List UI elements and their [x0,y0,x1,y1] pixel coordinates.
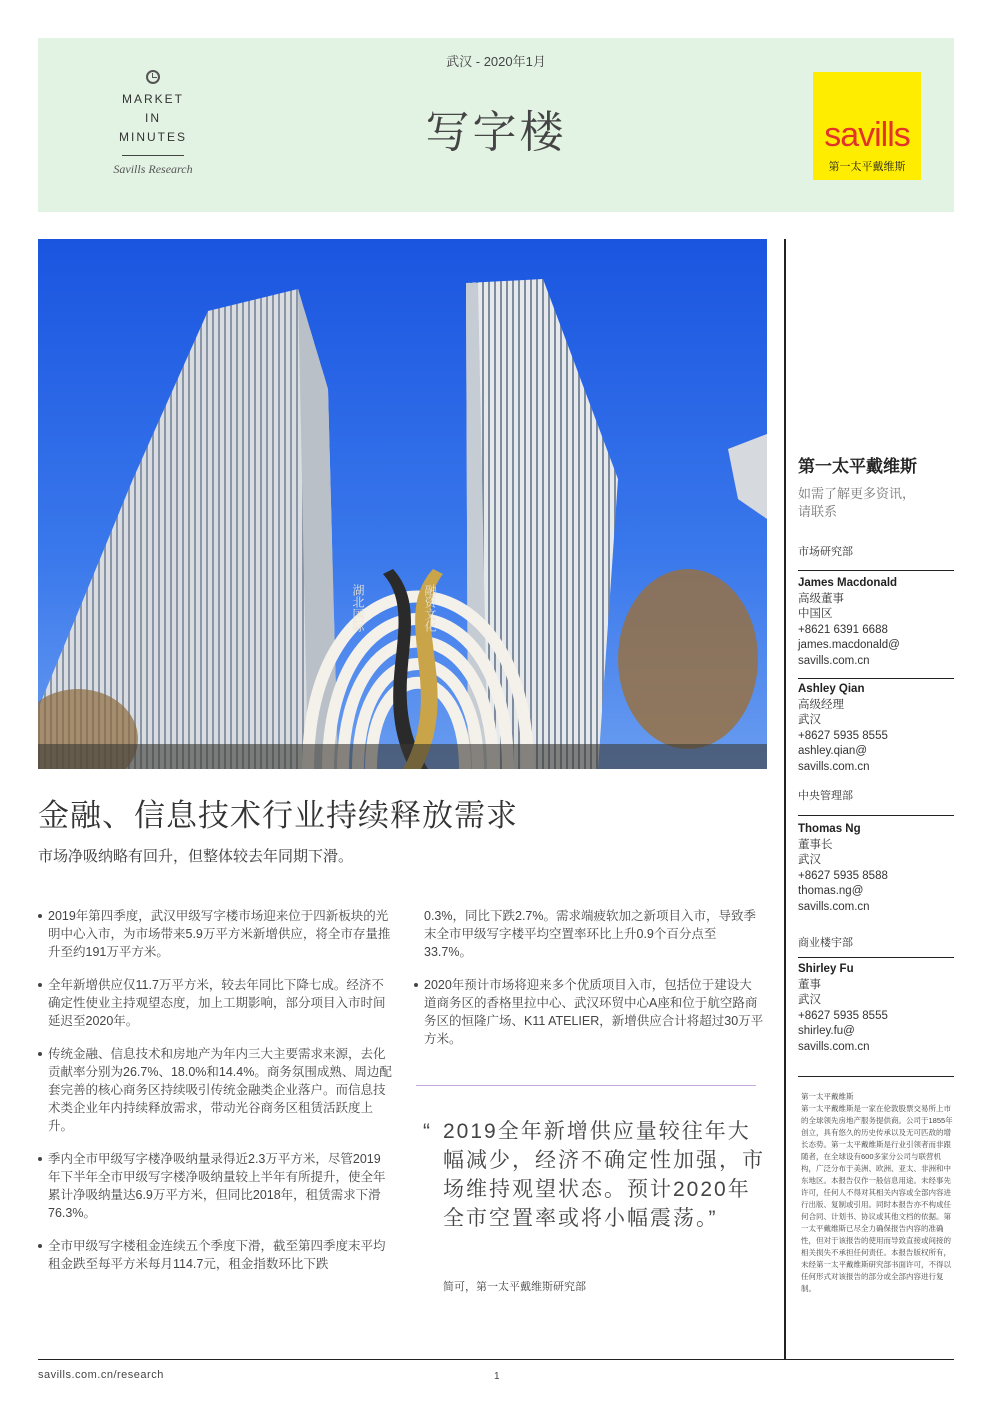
contact-email[interactable]: shirley.fu@ [798,1025,855,1037]
report-title: 写字楼 [425,108,567,157]
bullet-dot-icon [38,1157,42,1161]
bullet-item [38,976,393,1030]
contact-office: 武汉 [798,854,821,866]
contact-line-1: 如需了解更多资讯， [798,486,916,501]
contact-email-domain[interactable]: savills.com.cn [798,760,870,773]
brand-line-in: IN [145,111,161,125]
contact-phone: +8627 5935 8555 [798,729,888,742]
contact-office: 武汉 [798,714,821,726]
brand-subtitle: Savills Research [113,162,193,176]
contact-office: 武汉 [798,994,821,1006]
contact-role: 高级经理 [798,698,844,711]
contact-email[interactable]: ashley.qian@ [798,745,867,757]
disclaimer-title: 第一太平戴维斯 [801,1092,854,1101]
contact-name: James Macdonald [798,577,898,589]
contact-email-domain[interactable]: savills.com.cn [798,654,870,667]
bullet-item [38,1150,393,1222]
sidebar-rule [798,815,954,816]
body-column-2 [414,907,764,1063]
contact-name: Thomas Ng [798,823,861,835]
report-date: 武汉 - 2020年1月 [446,54,546,69]
sidebar-rule [798,1076,954,1077]
bullet-text: 传统金融、信息技术和房地产为年内三大主要需求来源，去化贡献率分别为26.7%、18.0%和14.4%。商务氛围成熟、周边配套完善的核心商务区持续吸引传统金融类企业落户。而信息技术类企业年内持续释放需求，带动光谷商务区租赁活跃度上升。 [48,1047,392,1133]
clock-icon [146,70,160,84]
brand-line-market: MARKET [121,92,184,106]
bullet-continuation: 0.3%，同比下跌2.7%。需求端疲软加之新项目入市，导致季末全市甲级写字楼平均空置率环比上升0.9个百分点至33.7%。 [424,909,756,959]
sidebar-title: 第一太平戴维斯 [798,457,917,476]
contact-phone: +8627 5935 8588 [798,869,888,882]
contact-email-domain[interactable]: savills.com.cn [798,900,870,913]
contact-card [798,576,954,669]
bullet-dot-icon [38,914,42,918]
bullet-text: 2019年第四季度，武汉甲级写字楼市场迎来位于四新板块的光明中心入市，为市场带来5.9万平方米新增供应，将全市存量推升至约191万平方米。 [48,909,391,959]
sidebar-rule [798,570,954,571]
contact-phone: +8627 5935 8555 [798,1009,888,1022]
bullet-text: 全市甲级写字楼租金连续五个季度下滑，截至第四季度末平均租金跌至每平方米每月114.7元，租金指数环比下跌 [48,1239,386,1271]
sidebar-rule [798,678,954,679]
contact-role: 高级董事 [798,592,844,605]
contact-name: Ashley Qian [798,683,865,695]
savills-logo [813,72,921,180]
sign-left-text: 湖北国际 [351,584,365,632]
bullet-item [38,1045,393,1135]
bullet-dot-icon [414,983,418,987]
quote-open-mark: “ [423,1120,432,1143]
quote-divider [416,1085,756,1086]
contact-email[interactable]: thomas.ng@ [798,885,864,897]
brand-line-minutes: MINUTES [119,130,187,144]
contact-office: 中国区 [798,608,833,620]
pull-quote [425,1117,765,1233]
contact-card [798,822,954,915]
bullet-text: 全年新增供应仅11.7万平方米，较去年同比下降七成。经济不确定性使业主持观望态度，加上工期影响，部分项目入市时间延迟至2020年。 [48,978,386,1028]
dept-central-management: 中央管理部 [798,790,853,802]
bullet-dot-icon [38,1244,42,1248]
contact-email-domain[interactable]: savills.com.cn [798,1040,870,1053]
contact-role: 董事长 [798,838,833,851]
footer-rule [38,1359,954,1360]
bullet-text: 季内全市甲级写字楼净吸纳量录得近2.3万平方米，尽管2019年下半年全市甲级写字楼净吸纳量较上半年有所提升，使全年累计净吸纳量达6.9万平方米，但同比2018年，租赁需求下滑76.3%。 [48,1152,386,1220]
logo-wordmark: savills [824,116,910,154]
bullet-item [414,976,764,1048]
sidebar-divider [784,239,786,1360]
subheadline: 市场净吸纳略有回升，但整体较去年同期下滑。 [38,848,354,865]
disclaimer [801,1091,954,1295]
body-column-1 [38,907,393,1288]
bullet-dot-icon [38,983,42,987]
contact-role: 董事 [798,978,821,991]
sidebar-rule [798,957,954,958]
bullet-text: 2020年预计市场将迎来多个优质项目入市，包括位于建设大道商务区的香格里拉中心、武汉环贸中心A座和位于航空路商务区的恒隆广场、K11 ATELIER，新增供应合计将超过30万平方米。 [424,978,764,1046]
sidebar-contact-intro [798,485,954,521]
report-header [38,38,954,212]
logo-chinese-name: 第一太平戴维斯 [828,161,906,173]
sign-right-text: 融资文化 [423,584,437,632]
headline: 金融、信息技术行业持续释放需求 [38,798,518,833]
quote-text: 2019全年新增供应量较往年大幅减少，经济不确定性加强，市场维持观望状态。预计2020年全市空置率或将小幅震荡。” [443,1120,765,1230]
contact-card [798,682,954,775]
dept-research: 市场研究部 [798,546,853,558]
bullet-item [38,907,393,961]
contact-name: Shirley Fu [798,963,854,975]
disclaimer-text: 第一太平戴维斯是一家在伦敦股票交易所上市的全球领先房地产服务提供商。公司于1855年创立，具有悠久的历史传承以及无可匹敌的增长态势。第一太平戴维斯是行业引领者而非跟随者，在全球设有600多家分公司与联营机构，广泛分布于美洲、欧洲、亚太、非洲和中东地区。本报告仅作一般信息用途。未经事先许可，任何人不得对其相关内容或全部内容进行出版、复制或引用。同时本报告亦不构成任何合同、计划书、协议或其他文档的依据。第一太平戴维斯已尽全力确保报告内容的准确性，但对于该报告的使用而导致直接或间接的相关损失不承担任何责任。本报告版权所有，未经第一太平戴维斯研究部书面许可，不得以任何形式对该报告的部分或全部内容进行复制。 [801,1104,953,1293]
contact-email[interactable]: james.macdonald@ [798,639,900,651]
footer-url[interactable]: savills.com.cn/research [38,1369,164,1381]
bullet-dot-icon [38,1052,42,1056]
hero-photo [38,239,767,769]
page-number: 1 [494,1371,500,1382]
quote-attribution: 简可，第一太平戴维斯研究部 [443,1281,586,1293]
bullet-item [38,1237,393,1273]
contact-phone: +8621 6391 6688 [798,623,888,636]
contact-card [798,962,954,1055]
contact-line-2: 请联系 [798,504,838,519]
dept-commercial: 商业楼宇部 [798,937,853,949]
